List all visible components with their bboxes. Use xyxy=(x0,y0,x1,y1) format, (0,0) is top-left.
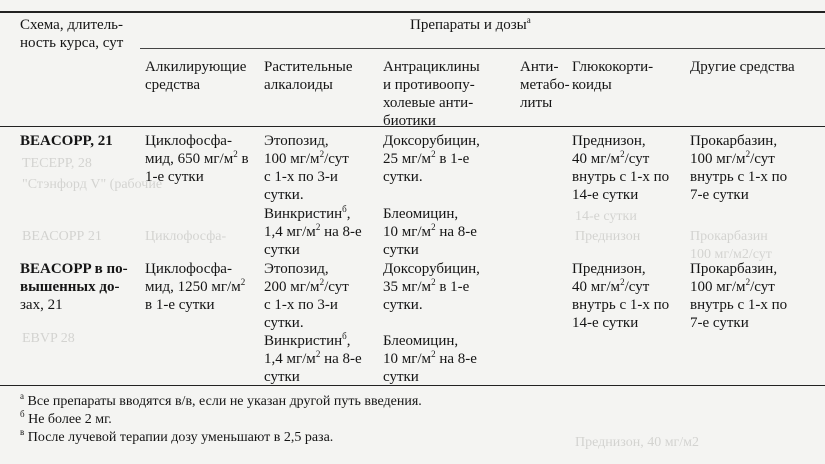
cell-text: 1,4 $мг/м^2$ на 8-е xyxy=(264,349,362,367)
cell-text: Винкристин$^б$, xyxy=(264,331,351,349)
col-anthra-header: и противоопу- xyxy=(383,77,475,93)
scheme-name: BEACOPP в по- xyxy=(20,261,128,277)
footnote: $^в$ После лучевой терапии дозу уменьшают в 2,5 раза. xyxy=(20,427,334,445)
col-anthra-header: Антрациклины xyxy=(383,59,480,75)
cell-text: Преднизон, xyxy=(572,261,646,277)
ghost-text: Преднизон, 40 мг/м2 xyxy=(575,435,700,450)
ghost-text: Циклофосфа- xyxy=(145,229,227,244)
cell-text: 7-е сутки xyxy=(690,187,749,203)
cell-text: Блеомицин, xyxy=(383,206,459,222)
ghost-text: ТЕСЕРР, 28 xyxy=(22,156,92,171)
cell-text: внутрь с 1-х по xyxy=(572,169,670,185)
cell-text: 10 $мг/м^2$ на 8-е xyxy=(383,349,477,367)
col-antimetab-header: литы xyxy=(520,95,553,111)
cell-text: 1,4 $мг/м^2$ на 8-е xyxy=(264,222,362,240)
cell-text: 100 $мг/м^2$/сут xyxy=(690,277,775,295)
cell-text: Доксорубицин, xyxy=(383,261,480,277)
cell-text: Циклофосфа- xyxy=(145,133,232,149)
cell-text: сутки. xyxy=(383,297,423,313)
cell-text: с 1-х по 3-и xyxy=(264,297,338,313)
cell-text: 25 $мг/м^2$ в 1-е xyxy=(383,149,470,167)
footnote: $^б$ Не более 2 мг. xyxy=(20,409,112,427)
cell-text: внутрь с 1-х по xyxy=(690,169,788,185)
cell-text: сутки xyxy=(264,369,300,385)
cell-text: 40 $мг/м^2$/сут xyxy=(572,149,650,167)
cell-text: 7-е сутки xyxy=(690,315,749,331)
scheme-header: ность курса, сут xyxy=(20,35,124,51)
col-alkyl-header: Алкилирующие xyxy=(145,59,247,75)
col-gluco-header: Глюкокорти- xyxy=(572,59,654,75)
ghost-text: 100 мг/м2/сут xyxy=(690,247,772,262)
cell-text: 100 $мг/м^2$/сут xyxy=(264,149,349,167)
ghost-text: Преднизон xyxy=(575,229,641,244)
scheme-header: Схема, длитель- xyxy=(20,17,124,33)
cell-text: Циклофосфа- xyxy=(145,261,232,277)
cell-text: с 1-х по 3-и xyxy=(264,169,338,185)
ghost-text: Прокарбазин xyxy=(690,229,768,244)
scheme-name: зах, 21 xyxy=(20,297,63,313)
cell-text: 1-е сутки xyxy=(145,169,204,185)
cell-text: сутки xyxy=(383,242,419,258)
cell-text: в 1-е сутки xyxy=(145,297,215,313)
col-gluco-header: коиды xyxy=(572,77,612,93)
ghost-text: ВЕАСОРР 21 xyxy=(22,229,102,244)
cell-text: Прокарбазин, xyxy=(690,133,778,149)
col-anthra-header: холевые анти- xyxy=(383,95,474,111)
cell-text: сутки. xyxy=(264,315,304,331)
cell-text: Блеомицин, xyxy=(383,333,459,349)
cell-text: сутки xyxy=(264,242,300,258)
ghost-text: "Стэнфорд V" (рабочие xyxy=(22,177,163,192)
cell-text: Винкристин$^б$, xyxy=(264,204,351,222)
col-alkyl-header: средства xyxy=(145,77,201,93)
cell-text: Прокарбазин, xyxy=(690,261,778,277)
cell-text: сутки. xyxy=(383,169,423,185)
header-sub-rule xyxy=(140,48,825,49)
cell-text: мид, 650 $мг/м^2$ в xyxy=(145,149,249,167)
cell-text: Преднизон, xyxy=(572,133,646,149)
scheme-name: BEACOPP, 21 xyxy=(20,133,113,149)
cell-text: сутки. xyxy=(264,187,304,203)
ghost-text: EBVP 28 xyxy=(22,331,75,346)
footnote: $^а$ Все препараты вводятся в/в, если не указан другой путь введения. xyxy=(20,391,422,409)
cell-text: 100 $мг/м^2$/сут xyxy=(690,149,775,167)
cell-text: Доксорубицин, xyxy=(383,133,480,149)
col-other-header: Другие средства xyxy=(690,59,795,75)
scheme-name: вышенных до- xyxy=(20,279,120,295)
cell-text: сутки xyxy=(383,369,419,385)
cell-text: Этопозид, xyxy=(264,133,329,149)
ghost-text: 14-е сутки xyxy=(575,209,637,224)
table-top-rule xyxy=(0,11,825,13)
cell-text: 40 $мг/м^2$/сут xyxy=(572,277,650,295)
col-antimetab-header: Анти- xyxy=(520,59,559,75)
col-antimetab-header: метабо- xyxy=(520,77,570,93)
cell-text: 200 $мг/м^2$/сут xyxy=(264,277,349,295)
col-plant-header: Растительные xyxy=(264,59,353,75)
cell-text: 35 $мг/м^2$ в 1-е xyxy=(383,277,470,295)
cell-text: Этопозид, xyxy=(264,261,329,277)
drugs-header: Препараты и дозы$^а$ xyxy=(410,15,531,33)
cell-text: мид, 1250 $мг/м^2$ xyxy=(145,277,246,295)
cell-text: внутрь с 1-х по xyxy=(690,297,788,313)
cell-text: 14-е сутки xyxy=(572,187,639,203)
col-plant-header: алкалоиды xyxy=(264,77,333,93)
col-anthra-header: биотики xyxy=(383,113,436,129)
cell-text: 14-е сутки xyxy=(572,315,639,331)
cell-text: внутрь с 1-х по xyxy=(572,297,670,313)
cell-text: 10 $мг/м^2$ на 8-е xyxy=(383,222,477,240)
